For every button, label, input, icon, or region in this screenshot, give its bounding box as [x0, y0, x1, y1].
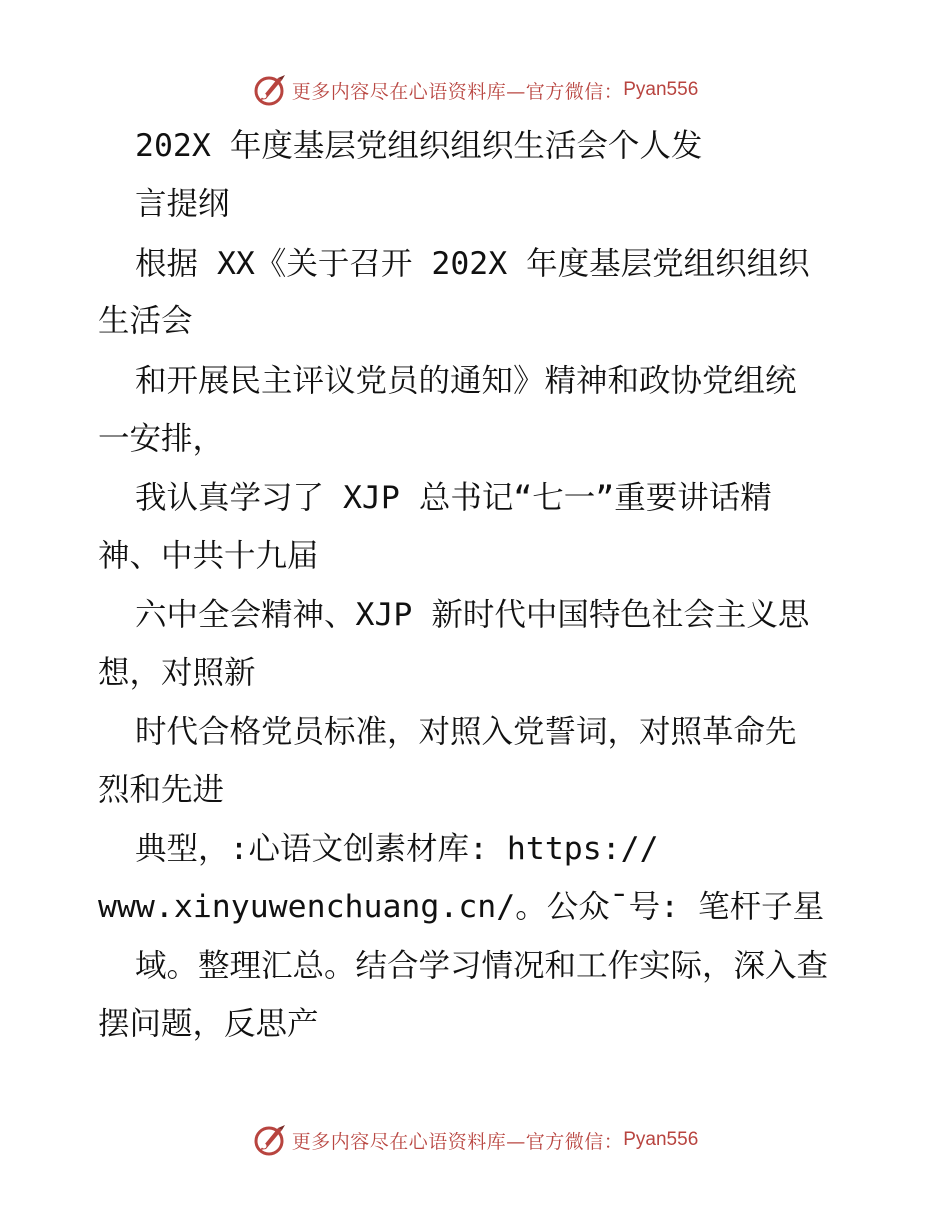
doc-line: 摆问题，反思产 [98, 1006, 319, 1042]
quill-logo-icon [252, 1122, 288, 1158]
doc-line: www.xinyuwenchuang.cn/。公众¯号: 笔杆子星 [98, 889, 825, 925]
doc-line: 想，对照新 [98, 655, 256, 691]
quill-logo-icon [252, 72, 288, 108]
watermark-brand: Pyan556 [623, 1129, 699, 1150]
doc-line: 我认真学习了 XJP 总书记“七一”重要讲话精 [135, 480, 772, 516]
doc-line: 和开展民主评议党员的通知》精神和政协党组统 [135, 363, 797, 399]
header-watermark [0, 70, 950, 110]
watermark-text: 更多内容尽在心语资料库—官方微信： [291, 80, 624, 103]
doc-line: 一安排， [98, 421, 225, 457]
watermark-brand: Pyan556 [623, 79, 699, 100]
doc-line: 根据 XX《关于召开 202X 年度基层党组织组织 [135, 246, 810, 282]
doc-line: 烈和先进 [98, 772, 225, 808]
doc-line: 六中全会精神、XJP 新时代中国特色社会主义思 [135, 597, 810, 633]
doc-line: 生活会 [98, 303, 193, 339]
doc-line: 典型，:心语文创素材库: https:// [135, 831, 659, 867]
doc-line: 言提纲 [135, 186, 230, 222]
doc-line: 时代合格党员标准，对照入党誓词，对照革命先 [135, 714, 797, 750]
doc-line: 域。整理汇总。结合学习情况和工作实际，深入查 [135, 948, 829, 984]
watermark-text: 更多内容尽在心语资料库—官方微信： [291, 1130, 624, 1153]
doc-line: 神、中共十九届 [98, 538, 319, 574]
doc-line: 202X 年度基层党组织组织生活会个人发 [135, 128, 703, 164]
footer-watermark [0, 1120, 950, 1160]
